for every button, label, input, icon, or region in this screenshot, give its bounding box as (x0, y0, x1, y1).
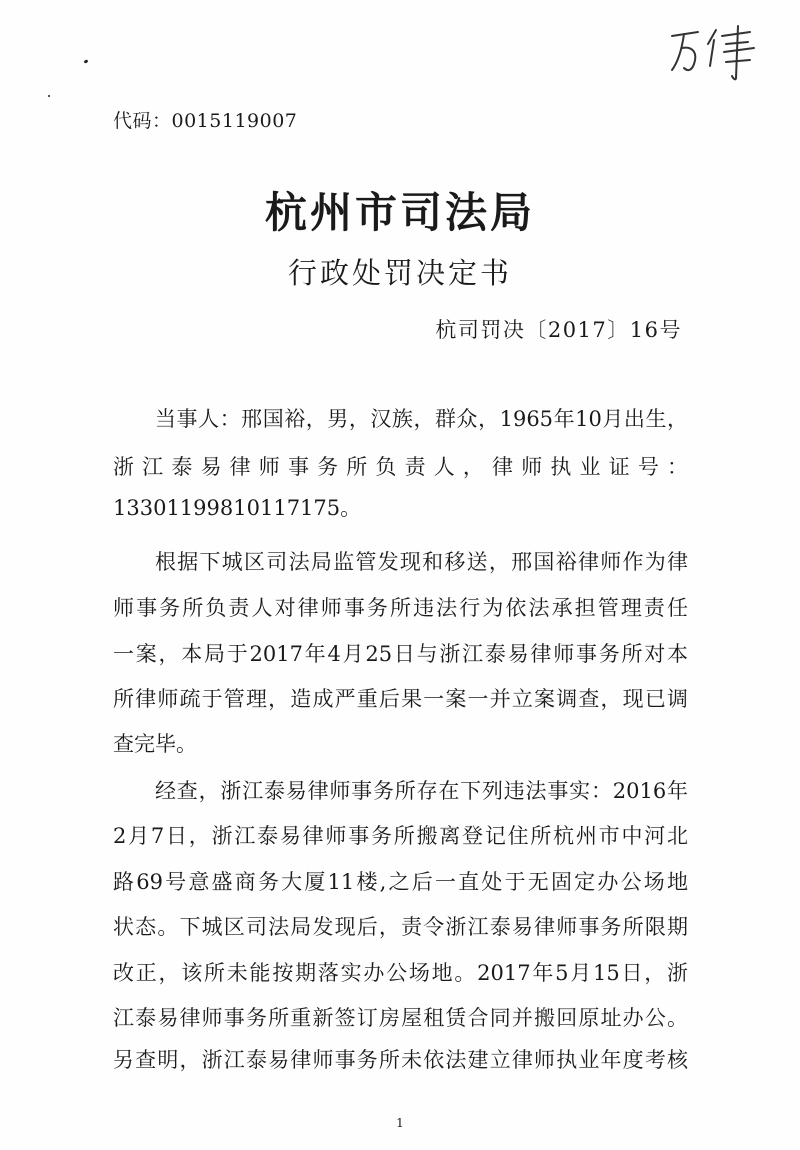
paragraph-line: 浙江泰易律师事务所负责人，律师执业证号： (113, 455, 688, 479)
paragraph-line: 13301199810117175。 (113, 496, 362, 520)
paragraph-line: 改正，该所未能按期落实办公场地。2017年5月15日，浙 (113, 961, 688, 985)
scan-speck (84, 59, 89, 64)
paragraph-line: 一案，本局于2017年4月25日与浙江泰易律师事务所对本 (113, 642, 688, 666)
document-number: 杭司罚决〔2017〕16号 (435, 318, 682, 342)
paragraph-line: 经查，浙江泰易律师事务所存在下列违法事实：2016年 (155, 779, 688, 803)
paragraph-line: 状态。下城区司法局发现后，责令浙江泰易律师事务所限期 (113, 915, 688, 939)
paragraph-line: 当事人：邢国裕，男，汉族，群众，1965年10月出生， (155, 407, 688, 431)
document-code: 代码：0015119007 (113, 110, 298, 132)
paragraph-line: 2月7日，浙江泰易律师事务所搬离登记住所杭州市中河北 (113, 824, 688, 848)
scan-speck (48, 95, 50, 97)
handwritten-annotation (664, 18, 774, 88)
paragraph-line: 所律师疏于管理，造成严重后果一案一并立案调查，现已调 (113, 687, 688, 711)
document-subtitle: 行政处罚决定书 (287, 256, 512, 290)
paragraph-line: 另查明，浙江泰易律师事务所未依法建立律师执业年度考核 (113, 1048, 688, 1072)
paragraph-line: 路69号意盛商务大厦11楼,之后一直处于无固定办公场地 (113, 870, 688, 894)
page-number: 1 (396, 1116, 404, 1130)
paragraph-line: 师事务所负责人对律师事务所违法行为依法承担管理责任 (113, 596, 688, 620)
paragraph-line: 查完毕。 (113, 732, 197, 756)
paragraph-line: 根据下城区司法局监管发现和移送，邢国裕律师作为律 (155, 550, 688, 574)
paragraph-line: 江泰易律师事务所重新签订房屋租赁合同并搬回原址办公。 (113, 1006, 688, 1030)
document-title: 杭州市司法局 (264, 188, 535, 237)
